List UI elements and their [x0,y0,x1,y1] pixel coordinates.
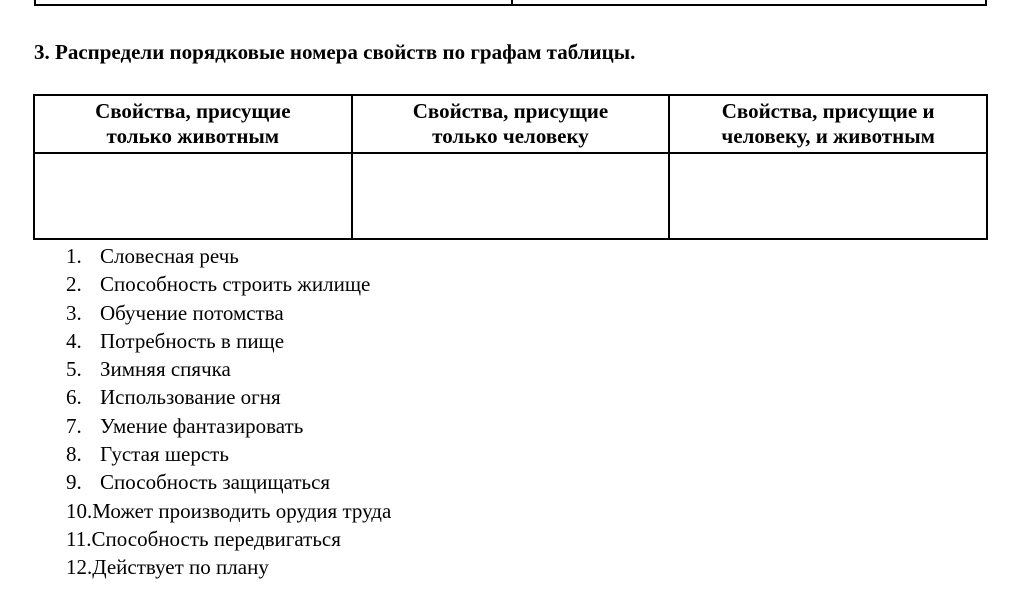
list-item-number: 1. [66,244,82,268]
list-item-number: 4. [66,328,82,353]
list-item-text: Способность строить жилище [100,272,371,297]
list-item-number: 12. [66,555,93,580]
list-item [66,440,391,468]
list-item [66,497,391,525]
list-item [66,327,391,355]
list-item-text: Использование огня [100,385,281,410]
list-item-number: 7. [66,413,82,438]
table-header-row [34,95,987,153]
header-only-human-line1: Свойства, присущие [412,99,609,123]
answer-cell-only-human[interactable] [352,153,670,239]
answer-cell-both[interactable] [669,153,987,239]
header-only-animals-line1: Свойства, присущие [95,99,291,123]
list-item-text: Способность передвигаться [91,526,341,551]
header-only-animals-line2: только животным [106,124,280,148]
list-item-text: Может производить орудия труда [92,498,392,523]
list-item-number: 3. [66,300,82,325]
list-item-number: 6. [66,385,82,410]
header-only-human-line2: только человеку [432,124,589,148]
header-both-line1: Свойства, присущие и [721,99,935,123]
list-item-number: 9. [66,470,82,495]
previous-table-bottom-edge [34,0,987,6]
list-item-number: 8. [66,442,82,467]
list-item-number: 2. [66,272,82,297]
list-item-text: Способность защищаться [100,470,331,495]
list-item-number: 11. [66,526,92,551]
previous-table-divider [511,0,513,4]
list-item [66,412,391,440]
header-only-animals [34,95,352,153]
answer-cell-only-animals[interactable] [34,153,352,239]
list-item-number: 10. [66,498,93,523]
list-item [66,525,391,553]
list-item [66,355,391,383]
table-answer-row [34,153,987,239]
list-item-text: Густая шерсть [100,442,229,467]
list-item-text: Потребность в пище [100,328,285,353]
list-item [66,270,391,298]
list-item-text: Умение фантазировать [100,413,304,438]
list-item-text: Обучение потомства [100,300,284,325]
list-item [66,553,391,581]
list-item [66,299,391,327]
header-only-human [352,95,670,153]
list-item-text: Действует по плану [92,555,269,580]
list-item-text: Словесная речь [100,244,239,268]
header-both [669,95,987,153]
task-title: 3. Распредели порядковые номера свойств по графам таблицы. [34,40,636,64]
header-both-line2: человеку, и животным [721,124,935,148]
list-item [66,468,391,496]
list-item [66,383,391,411]
properties-list [66,242,391,582]
list-item-number: 5. [66,357,82,382]
properties-table [33,94,988,240]
list-item [66,242,391,270]
list-item-text: Зимняя спячка [100,357,231,382]
